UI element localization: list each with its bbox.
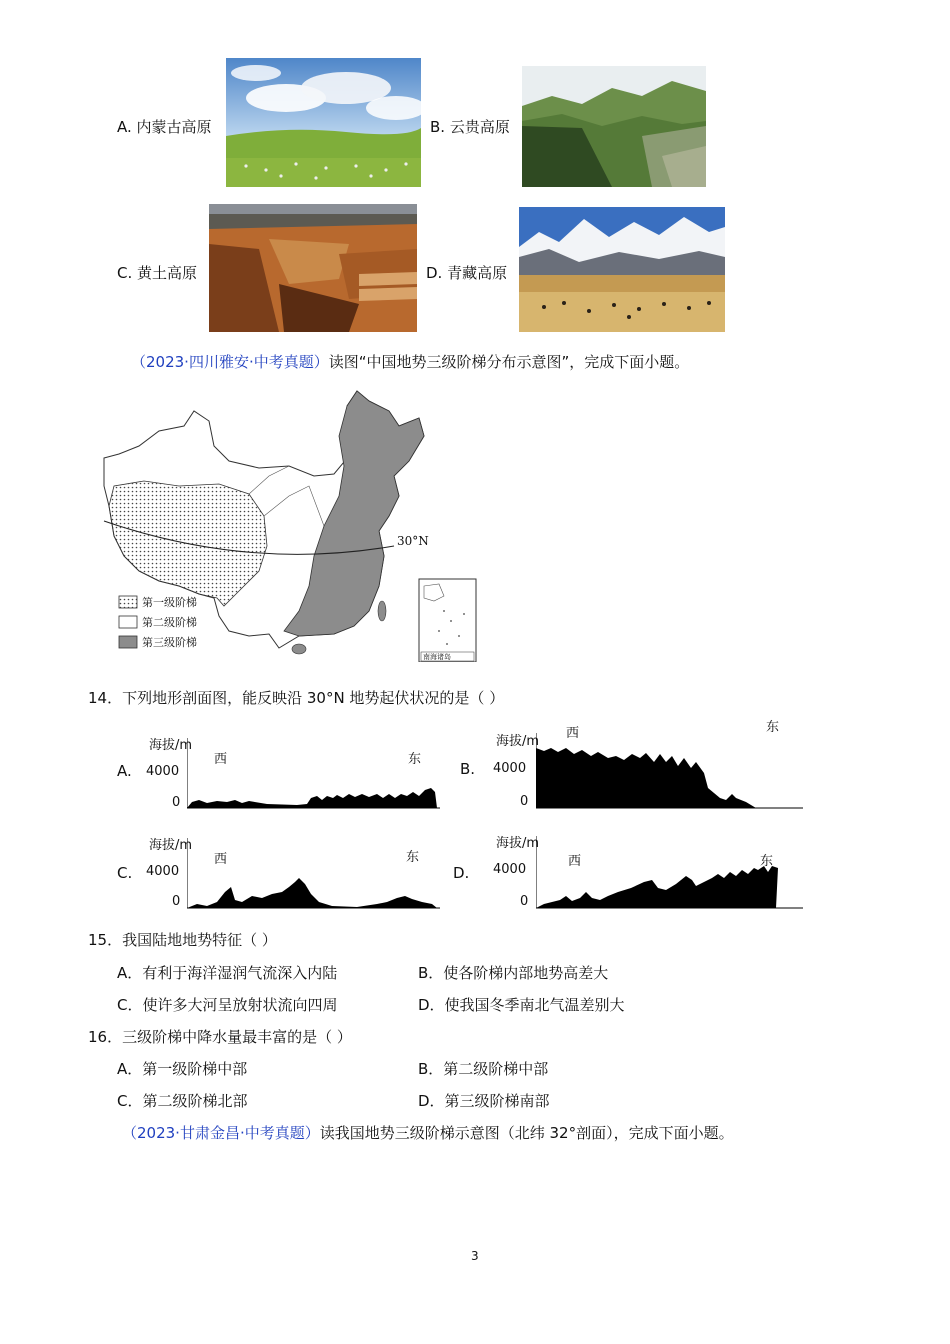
legend-tier-3: 第三级阶梯 [142, 636, 197, 649]
intro-2: （2023·甘肃金昌·中考真题）读我国地势三级阶梯示意图（北纬 32°剖面），完成下面小题。 [122, 1124, 734, 1142]
legend-tier-2: 第二级阶梯 [142, 616, 197, 629]
q15-option-d[interactable]: D．使我国冬季南北气温差别大 [418, 996, 625, 1014]
q16-option-b[interactable]: B．第二级阶梯中部 [418, 1060, 549, 1078]
q15-option-a[interactable]: A．有利于海洋湿润气流深入内陆 [117, 964, 338, 982]
profile-a[interactable]: A. 海拔/m 4000 0 西 东 [112, 730, 447, 812]
option-b-label: B. 云贵高原 [430, 118, 510, 136]
q14-stem: 14．下列地形剖面图，能反映沿 30°N 地势起伏状况的是（ ） [88, 689, 505, 707]
profile-b[interactable]: B. 海拔/m 4000 0 西 东 [460, 720, 780, 809]
karst-mountain-photo [522, 66, 706, 187]
intro-1: （2023·四川雅安·中考真题）读图“中国地势三级阶梯分布示意图”，完成下面小题。 [131, 353, 690, 371]
china-terrain-map [99, 386, 479, 662]
profile-d[interactable]: D. 海拔/m 4000 0 西 东 [450, 826, 806, 912]
inset-label: 南海诸岛 [423, 653, 451, 661]
snow-mountain-yak-photo [519, 207, 725, 332]
latitude-label: 30°N [397, 534, 429, 548]
grassland-photo [226, 58, 421, 187]
option-d-label: D. 青藏高原 [426, 264, 508, 282]
page-number: 3 [471, 1249, 479, 1263]
q15-option-b[interactable]: B．使各阶梯内部地势高差大 [418, 964, 609, 982]
q16-stem: 16．三级阶梯中降水量最丰富的是（ ） [88, 1028, 352, 1046]
loess-canyon-photo [209, 204, 417, 332]
option-a-label: A. 内蒙古高原 [117, 118, 212, 136]
q15-stem: 15．我国陆地地势特征（ ） [88, 931, 277, 949]
source-citation-2[interactable]: （2023·甘肃金昌·中考真题） [122, 1124, 320, 1142]
option-c-label: C. 黄土高原 [117, 264, 198, 282]
profile-c[interactable]: C. 海拔/m 4000 0 西 东 [112, 832, 447, 912]
q16-option-a[interactable]: A．第一级阶梯中部 [117, 1060, 248, 1078]
q16-option-d[interactable]: D．第三级阶梯南部 [418, 1092, 550, 1110]
q15-option-c[interactable]: C．使许多大河呈放射状流向四周 [117, 996, 338, 1014]
source-citation[interactable]: （2023·四川雅安·中考真题） [131, 353, 329, 371]
legend-tier-1: 第一级阶梯 [142, 596, 197, 609]
q16-option-c[interactable]: C．第二级阶梯北部 [117, 1092, 248, 1110]
